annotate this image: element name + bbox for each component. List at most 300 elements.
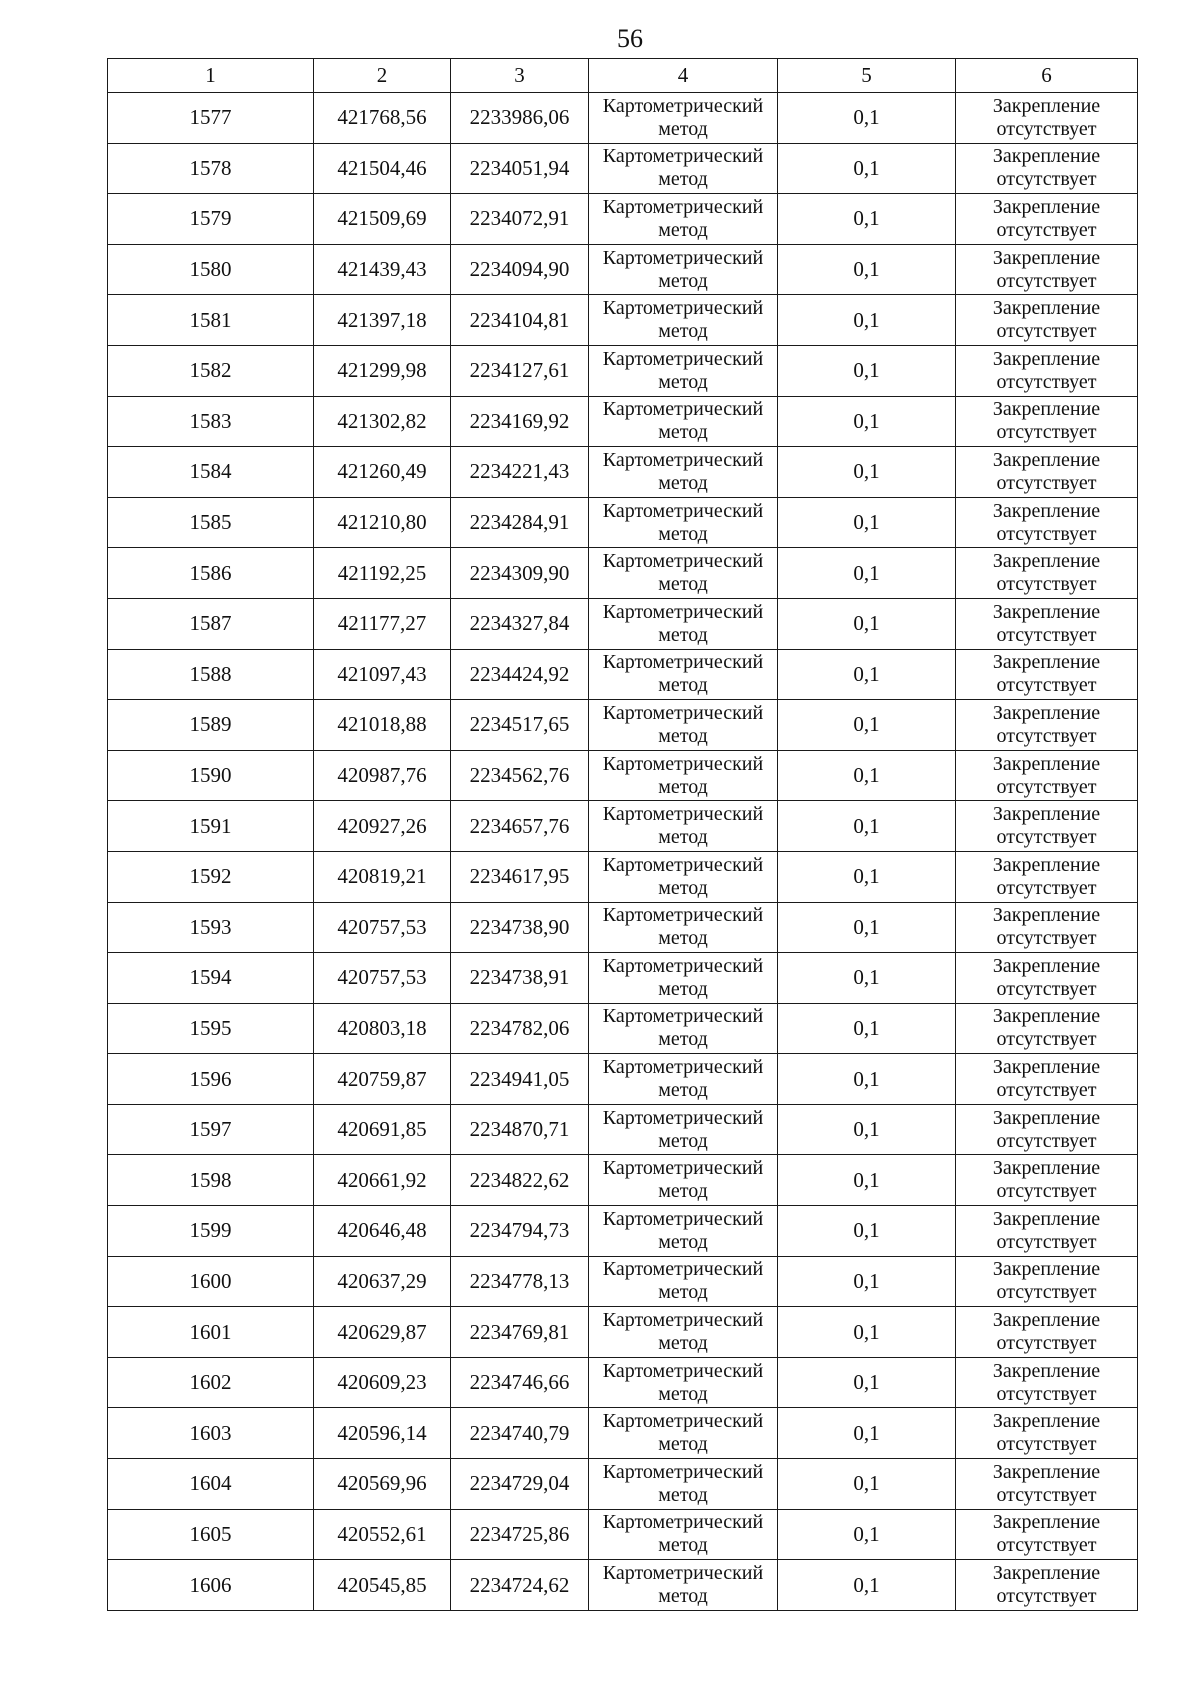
fixing-line-1: Закрепление — [992, 1460, 1101, 1483]
fixing-line-2: отсутствует — [996, 623, 1097, 646]
point-number-cell: 1598 — [108, 1155, 314, 1206]
y-coordinate-cell: 2234738,91 — [451, 953, 589, 1004]
method-line-1: Картометрический — [602, 246, 764, 269]
y-coordinate-cell: 2234822,62 — [451, 1155, 589, 1206]
point-number-cell: 1578 — [108, 143, 314, 194]
y-coordinate-cell: 2234746,66 — [451, 1357, 589, 1408]
accuracy-cell: 0,1 — [778, 194, 956, 245]
point-number-cell: 1577 — [108, 93, 314, 144]
method-cell — [589, 700, 778, 751]
y-coordinate-cell: 2234284,91 — [451, 497, 589, 548]
y-coordinate-cell: 2234729,04 — [451, 1459, 589, 1510]
point-number-cell: 1593 — [108, 902, 314, 953]
method-cell — [589, 345, 778, 396]
method-cell — [589, 1459, 778, 1510]
fixing-cell — [956, 953, 1138, 1004]
x-coordinate-cell: 420637,29 — [314, 1256, 451, 1307]
x-coordinate-cell: 420545,85 — [314, 1560, 451, 1611]
table-row — [108, 1509, 1138, 1560]
accuracy-cell: 0,1 — [778, 1256, 956, 1307]
fixing-line-2: отсутствует — [996, 1534, 1097, 1557]
method-line-2: метод — [658, 168, 708, 191]
fixing-cell — [956, 902, 1138, 953]
x-coordinate-cell: 421504,46 — [314, 143, 451, 194]
x-coordinate-cell: 420803,18 — [314, 1003, 451, 1054]
method-line-1: Картометрический — [602, 398, 764, 421]
x-coordinate-cell: 420552,61 — [314, 1509, 451, 1560]
header-row — [108, 59, 1138, 93]
point-number-cell: 1585 — [108, 497, 314, 548]
fixing-line-2: отсутствует — [996, 1281, 1097, 1304]
fixing-line-2: отсутствует — [996, 1028, 1097, 1051]
method-line-1: Картометрический — [602, 904, 764, 927]
fixing-line-1: Закрепление — [992, 1410, 1101, 1433]
method-line-1: Картометрический — [602, 94, 764, 117]
fixing-line-1: Закрепление — [992, 398, 1101, 421]
table-row — [108, 1307, 1138, 1358]
method-line-2: метод — [658, 573, 708, 596]
fixing-cell — [956, 1459, 1138, 1510]
table-row — [108, 1003, 1138, 1054]
x-coordinate-cell: 421177,27 — [314, 598, 451, 649]
method-cell — [589, 1003, 778, 1054]
accuracy-cell: 0,1 — [778, 447, 956, 498]
method-cell — [589, 295, 778, 346]
fixing-cell — [956, 295, 1138, 346]
x-coordinate-cell: 420596,14 — [314, 1408, 451, 1459]
method-cell — [589, 1408, 778, 1459]
x-coordinate-cell: 420927,26 — [314, 801, 451, 852]
fixing-line-1: Закрепление — [992, 752, 1101, 775]
method-line-2: метод — [658, 1534, 708, 1557]
method-cell — [589, 649, 778, 700]
fixing-cell — [956, 649, 1138, 700]
method-line-1: Картометрический — [602, 1056, 764, 1079]
table-row — [108, 953, 1138, 1004]
method-line-2: метод — [658, 471, 708, 494]
table-row — [108, 598, 1138, 649]
fixing-cell — [956, 1003, 1138, 1054]
fixing-line-1: Закрепление — [992, 1511, 1101, 1534]
x-coordinate-cell: 420609,23 — [314, 1357, 451, 1408]
method-line-2: метод — [658, 117, 708, 140]
page-number: 56 — [617, 24, 643, 53]
fixing-cell — [956, 497, 1138, 548]
fixing-cell — [956, 1509, 1138, 1560]
y-coordinate-cell: 2234094,90 — [451, 244, 589, 295]
fixing-line-1: Закрепление — [992, 954, 1101, 977]
fixing-cell — [956, 851, 1138, 902]
fixing-cell — [956, 345, 1138, 396]
accuracy-cell: 0,1 — [778, 902, 956, 953]
fixing-line-1: Закрепление — [992, 600, 1101, 623]
accuracy-cell: 0,1 — [778, 1054, 956, 1105]
accuracy-cell: 0,1 — [778, 295, 956, 346]
method-cell — [589, 902, 778, 953]
fixing-cell — [956, 244, 1138, 295]
x-coordinate-cell: 420569,96 — [314, 1459, 451, 1510]
point-number-cell: 1602 — [108, 1357, 314, 1408]
fixing-line-1: Закрепление — [992, 1157, 1101, 1180]
fixing-line-1: Закрепление — [992, 297, 1101, 320]
fixing-line-2: отсутствует — [996, 1483, 1097, 1506]
fixing-line-2: отсутствует — [996, 269, 1097, 292]
accuracy-cell: 0,1 — [778, 1459, 956, 1510]
fixing-cell — [956, 1307, 1138, 1358]
y-coordinate-cell: 2234725,86 — [451, 1509, 589, 1560]
method-line-2: метод — [658, 775, 708, 798]
fixing-line-1: Закрепление — [992, 145, 1101, 168]
fixing-line-2: отсутствует — [996, 927, 1097, 950]
fixing-line-1: Закрепление — [992, 550, 1101, 573]
method-line-2: метод — [658, 320, 708, 343]
x-coordinate-cell: 421192,25 — [314, 548, 451, 599]
method-line-1: Картометрический — [602, 195, 764, 218]
point-number-cell: 1605 — [108, 1509, 314, 1560]
method-line-1: Картометрический — [602, 1258, 764, 1281]
x-coordinate-cell: 421097,43 — [314, 649, 451, 700]
coordinates-table — [107, 58, 1138, 1611]
method-line-1: Картометрический — [602, 803, 764, 826]
fixing-line-1: Закрепление — [992, 1359, 1101, 1382]
point-number-cell: 1592 — [108, 851, 314, 902]
method-line-2: метод — [658, 522, 708, 545]
y-coordinate-cell: 2234740,79 — [451, 1408, 589, 1459]
method-cell — [589, 447, 778, 498]
accuracy-cell: 0,1 — [778, 1104, 956, 1155]
y-coordinate-cell: 2234769,81 — [451, 1307, 589, 1358]
x-coordinate-cell: 421018,88 — [314, 700, 451, 751]
x-coordinate-cell: 421299,98 — [314, 345, 451, 396]
y-coordinate-cell: 2234127,61 — [451, 345, 589, 396]
fixing-line-1: Закрепление — [992, 701, 1101, 724]
method-line-2: метод — [658, 724, 708, 747]
fixing-line-2: отсутствует — [996, 1332, 1097, 1355]
fixing-cell — [956, 750, 1138, 801]
table-row — [108, 1408, 1138, 1459]
fixing-line-2: отсутствует — [996, 1382, 1097, 1405]
table-row — [108, 194, 1138, 245]
method-line-1: Картометрический — [602, 1562, 764, 1585]
point-number-cell: 1586 — [108, 548, 314, 599]
point-number-cell: 1601 — [108, 1307, 314, 1358]
accuracy-cell: 0,1 — [778, 700, 956, 751]
accuracy-cell: 0,1 — [778, 1357, 956, 1408]
x-coordinate-cell: 420757,53 — [314, 902, 451, 953]
fixing-line-2: отсутствует — [996, 1129, 1097, 1152]
fixing-line-1: Закрепление — [992, 448, 1101, 471]
point-number-cell: 1591 — [108, 801, 314, 852]
point-number-cell: 1606 — [108, 1560, 314, 1611]
fixing-line-2: отсутствует — [996, 320, 1097, 343]
table-row — [108, 1459, 1138, 1510]
point-number-cell: 1589 — [108, 700, 314, 751]
table-row — [108, 649, 1138, 700]
x-coordinate-cell: 421509,69 — [314, 194, 451, 245]
y-coordinate-cell: 2234221,43 — [451, 447, 589, 498]
column-header: 2 — [314, 59, 451, 93]
fixing-line-2: отсутствует — [996, 218, 1097, 241]
table-row — [108, 851, 1138, 902]
fixing-cell — [956, 1408, 1138, 1459]
point-number-cell: 1594 — [108, 953, 314, 1004]
table-row — [108, 1155, 1138, 1206]
method-cell — [589, 1357, 778, 1408]
point-number-cell: 1599 — [108, 1206, 314, 1257]
fixing-line-2: отсутствует — [996, 977, 1097, 1000]
y-coordinate-cell: 2234778,13 — [451, 1256, 589, 1307]
method-line-2: метод — [658, 674, 708, 697]
accuracy-cell: 0,1 — [778, 396, 956, 447]
table-row — [108, 244, 1138, 295]
method-line-2: метод — [658, 1230, 708, 1253]
fixing-cell — [956, 598, 1138, 649]
fixing-cell — [956, 801, 1138, 852]
method-cell — [589, 1509, 778, 1560]
fixing-cell — [956, 1155, 1138, 1206]
method-line-1: Картометрический — [602, 145, 764, 168]
accuracy-cell: 0,1 — [778, 750, 956, 801]
method-line-1: Картометрический — [602, 1157, 764, 1180]
fixing-cell — [956, 1256, 1138, 1307]
method-line-2: метод — [658, 1281, 708, 1304]
method-cell — [589, 953, 778, 1004]
table-row — [108, 345, 1138, 396]
fixing-line-2: отсутствует — [996, 1585, 1097, 1608]
fixing-line-2: отсутствует — [996, 522, 1097, 545]
method-line-1: Картометрический — [602, 853, 764, 876]
column-header: 4 — [589, 59, 778, 93]
fixing-line-1: Закрепление — [992, 1005, 1101, 1028]
x-coordinate-cell: 421260,49 — [314, 447, 451, 498]
fixing-line-1: Закрепление — [992, 853, 1101, 876]
accuracy-cell: 0,1 — [778, 1408, 956, 1459]
method-line-1: Картометрический — [602, 1511, 764, 1534]
point-number-cell: 1603 — [108, 1408, 314, 1459]
method-line-1: Картометрический — [602, 448, 764, 471]
method-line-1: Картометрический — [602, 1309, 764, 1332]
fixing-line-2: отсутствует — [996, 117, 1097, 140]
method-line-2: метод — [658, 1028, 708, 1051]
table-row — [108, 143, 1138, 194]
method-line-2: метод — [658, 421, 708, 444]
method-cell — [589, 548, 778, 599]
method-line-2: метод — [658, 1483, 708, 1506]
method-line-2: метод — [658, 1585, 708, 1608]
y-coordinate-cell: 2234517,65 — [451, 700, 589, 751]
accuracy-cell: 0,1 — [778, 345, 956, 396]
method-line-1: Картометрический — [602, 954, 764, 977]
method-line-2: метод — [658, 977, 708, 1000]
column-header: 3 — [451, 59, 589, 93]
point-number-cell: 1579 — [108, 194, 314, 245]
fixing-cell — [956, 143, 1138, 194]
method-line-2: метод — [658, 826, 708, 849]
y-coordinate-cell: 2234724,62 — [451, 1560, 589, 1611]
method-line-2: метод — [658, 1180, 708, 1203]
method-cell — [589, 1307, 778, 1358]
fixing-line-1: Закрепление — [992, 803, 1101, 826]
method-line-2: метод — [658, 1433, 708, 1456]
method-line-1: Картометрический — [602, 1460, 764, 1483]
column-header: 5 — [778, 59, 956, 93]
y-coordinate-cell: 2234072,91 — [451, 194, 589, 245]
method-cell — [589, 143, 778, 194]
table-row — [108, 1357, 1138, 1408]
y-coordinate-cell: 2234327,84 — [451, 598, 589, 649]
fixing-line-2: отсутствует — [996, 1079, 1097, 1102]
fixing-line-2: отсутствует — [996, 421, 1097, 444]
accuracy-cell: 0,1 — [778, 1155, 956, 1206]
accuracy-cell: 0,1 — [778, 93, 956, 144]
x-coordinate-cell: 420646,48 — [314, 1206, 451, 1257]
y-coordinate-cell: 2234562,76 — [451, 750, 589, 801]
fixing-line-1: Закрепление — [992, 195, 1101, 218]
accuracy-cell: 0,1 — [778, 1509, 956, 1560]
point-number-cell: 1588 — [108, 649, 314, 700]
point-number-cell: 1583 — [108, 396, 314, 447]
fixing-line-2: отсутствует — [996, 876, 1097, 899]
fixing-cell — [956, 1560, 1138, 1611]
method-cell — [589, 396, 778, 447]
accuracy-cell: 0,1 — [778, 851, 956, 902]
fixing-cell — [956, 1054, 1138, 1105]
table-row — [108, 1104, 1138, 1155]
method-line-2: метод — [658, 927, 708, 950]
point-number-cell: 1590 — [108, 750, 314, 801]
point-number-cell: 1604 — [108, 1459, 314, 1510]
accuracy-cell: 0,1 — [778, 1003, 956, 1054]
accuracy-cell: 0,1 — [778, 1206, 956, 1257]
fixing-cell — [956, 1104, 1138, 1155]
fixing-line-1: Закрепление — [992, 904, 1101, 927]
fixing-line-1: Закрепление — [992, 651, 1101, 674]
method-line-1: Картометрический — [602, 1410, 764, 1433]
method-line-1: Картометрический — [602, 347, 764, 370]
method-cell — [589, 93, 778, 144]
x-coordinate-cell: 420987,76 — [314, 750, 451, 801]
method-line-2: метод — [658, 269, 708, 292]
fixing-line-1: Закрепление — [992, 246, 1101, 269]
accuracy-cell: 0,1 — [778, 598, 956, 649]
y-coordinate-cell: 2233986,06 — [451, 93, 589, 144]
x-coordinate-cell: 421397,18 — [314, 295, 451, 346]
table-row — [108, 396, 1138, 447]
fixing-line-2: отсутствует — [996, 168, 1097, 191]
method-line-2: метод — [658, 218, 708, 241]
method-line-1: Картометрический — [602, 1106, 764, 1129]
table-row — [108, 1054, 1138, 1105]
method-cell — [589, 851, 778, 902]
y-coordinate-cell: 2234617,95 — [451, 851, 589, 902]
method-cell — [589, 194, 778, 245]
table-row — [108, 1206, 1138, 1257]
x-coordinate-cell: 421768,56 — [314, 93, 451, 144]
fixing-cell — [956, 548, 1138, 599]
fixing-cell — [956, 1357, 1138, 1408]
y-coordinate-cell: 2234051,94 — [451, 143, 589, 194]
accuracy-cell: 0,1 — [778, 1560, 956, 1611]
point-number-cell: 1595 — [108, 1003, 314, 1054]
x-coordinate-cell: 421210,80 — [314, 497, 451, 548]
accuracy-cell: 0,1 — [778, 953, 956, 1004]
table-row — [108, 295, 1138, 346]
method-line-1: Картометрический — [602, 1005, 764, 1028]
fixing-cell — [956, 447, 1138, 498]
y-coordinate-cell: 2234169,92 — [451, 396, 589, 447]
y-coordinate-cell: 2234657,76 — [451, 801, 589, 852]
fixing-cell — [956, 194, 1138, 245]
fixing-line-2: отсутствует — [996, 775, 1097, 798]
method-line-2: метод — [658, 623, 708, 646]
y-coordinate-cell: 2234870,71 — [451, 1104, 589, 1155]
accuracy-cell: 0,1 — [778, 1307, 956, 1358]
method-line-1: Картометрический — [602, 1207, 764, 1230]
fixing-cell — [956, 93, 1138, 144]
method-cell — [589, 801, 778, 852]
fixing-line-1: Закрепление — [992, 1258, 1101, 1281]
method-line-2: метод — [658, 1079, 708, 1102]
method-cell — [589, 244, 778, 295]
point-number-cell: 1597 — [108, 1104, 314, 1155]
method-line-1: Картометрический — [602, 550, 764, 573]
accuracy-cell: 0,1 — [778, 548, 956, 599]
table-row — [108, 497, 1138, 548]
y-coordinate-cell: 2234794,73 — [451, 1206, 589, 1257]
method-line-1: Картометрический — [602, 499, 764, 522]
fixing-line-1: Закрепление — [992, 1562, 1101, 1585]
fixing-line-1: Закрепление — [992, 1309, 1101, 1332]
method-line-1: Картометрический — [602, 651, 764, 674]
fixing-line-2: отсутствует — [996, 1180, 1097, 1203]
table-row — [108, 750, 1138, 801]
y-coordinate-cell: 2234309,90 — [451, 548, 589, 599]
table-row — [108, 93, 1138, 144]
column-header: 1 — [108, 59, 314, 93]
point-number-cell: 1582 — [108, 345, 314, 396]
method-line-2: метод — [658, 1129, 708, 1152]
point-number-cell: 1584 — [108, 447, 314, 498]
point-number-cell: 1581 — [108, 295, 314, 346]
method-line-1: Картометрический — [602, 752, 764, 775]
y-coordinate-cell: 2234941,05 — [451, 1054, 589, 1105]
fixing-line-2: отсутствует — [996, 370, 1097, 393]
fixing-line-1: Закрепление — [992, 94, 1101, 117]
fixing-cell — [956, 1206, 1138, 1257]
y-coordinate-cell: 2234738,90 — [451, 902, 589, 953]
point-number-cell: 1580 — [108, 244, 314, 295]
point-number-cell: 1587 — [108, 598, 314, 649]
x-coordinate-cell: 421439,43 — [314, 244, 451, 295]
method-cell — [589, 1054, 778, 1105]
method-line-1: Картометрический — [602, 600, 764, 623]
method-line-1: Картометрический — [602, 1359, 764, 1382]
fixing-line-2: отсутствует — [996, 573, 1097, 596]
fixing-line-2: отсутствует — [996, 826, 1097, 849]
fixing-cell — [956, 396, 1138, 447]
table-row — [108, 1256, 1138, 1307]
accuracy-cell: 0,1 — [778, 244, 956, 295]
y-coordinate-cell: 2234424,92 — [451, 649, 589, 700]
method-line-2: метод — [658, 1382, 708, 1405]
fixing-line-2: отсутствует — [996, 1230, 1097, 1253]
x-coordinate-cell: 420661,92 — [314, 1155, 451, 1206]
method-cell — [589, 598, 778, 649]
fixing-line-1: Закрепление — [992, 1106, 1101, 1129]
accuracy-cell: 0,1 — [778, 801, 956, 852]
fixing-line-2: отсутствует — [996, 471, 1097, 494]
method-cell — [589, 1560, 778, 1611]
